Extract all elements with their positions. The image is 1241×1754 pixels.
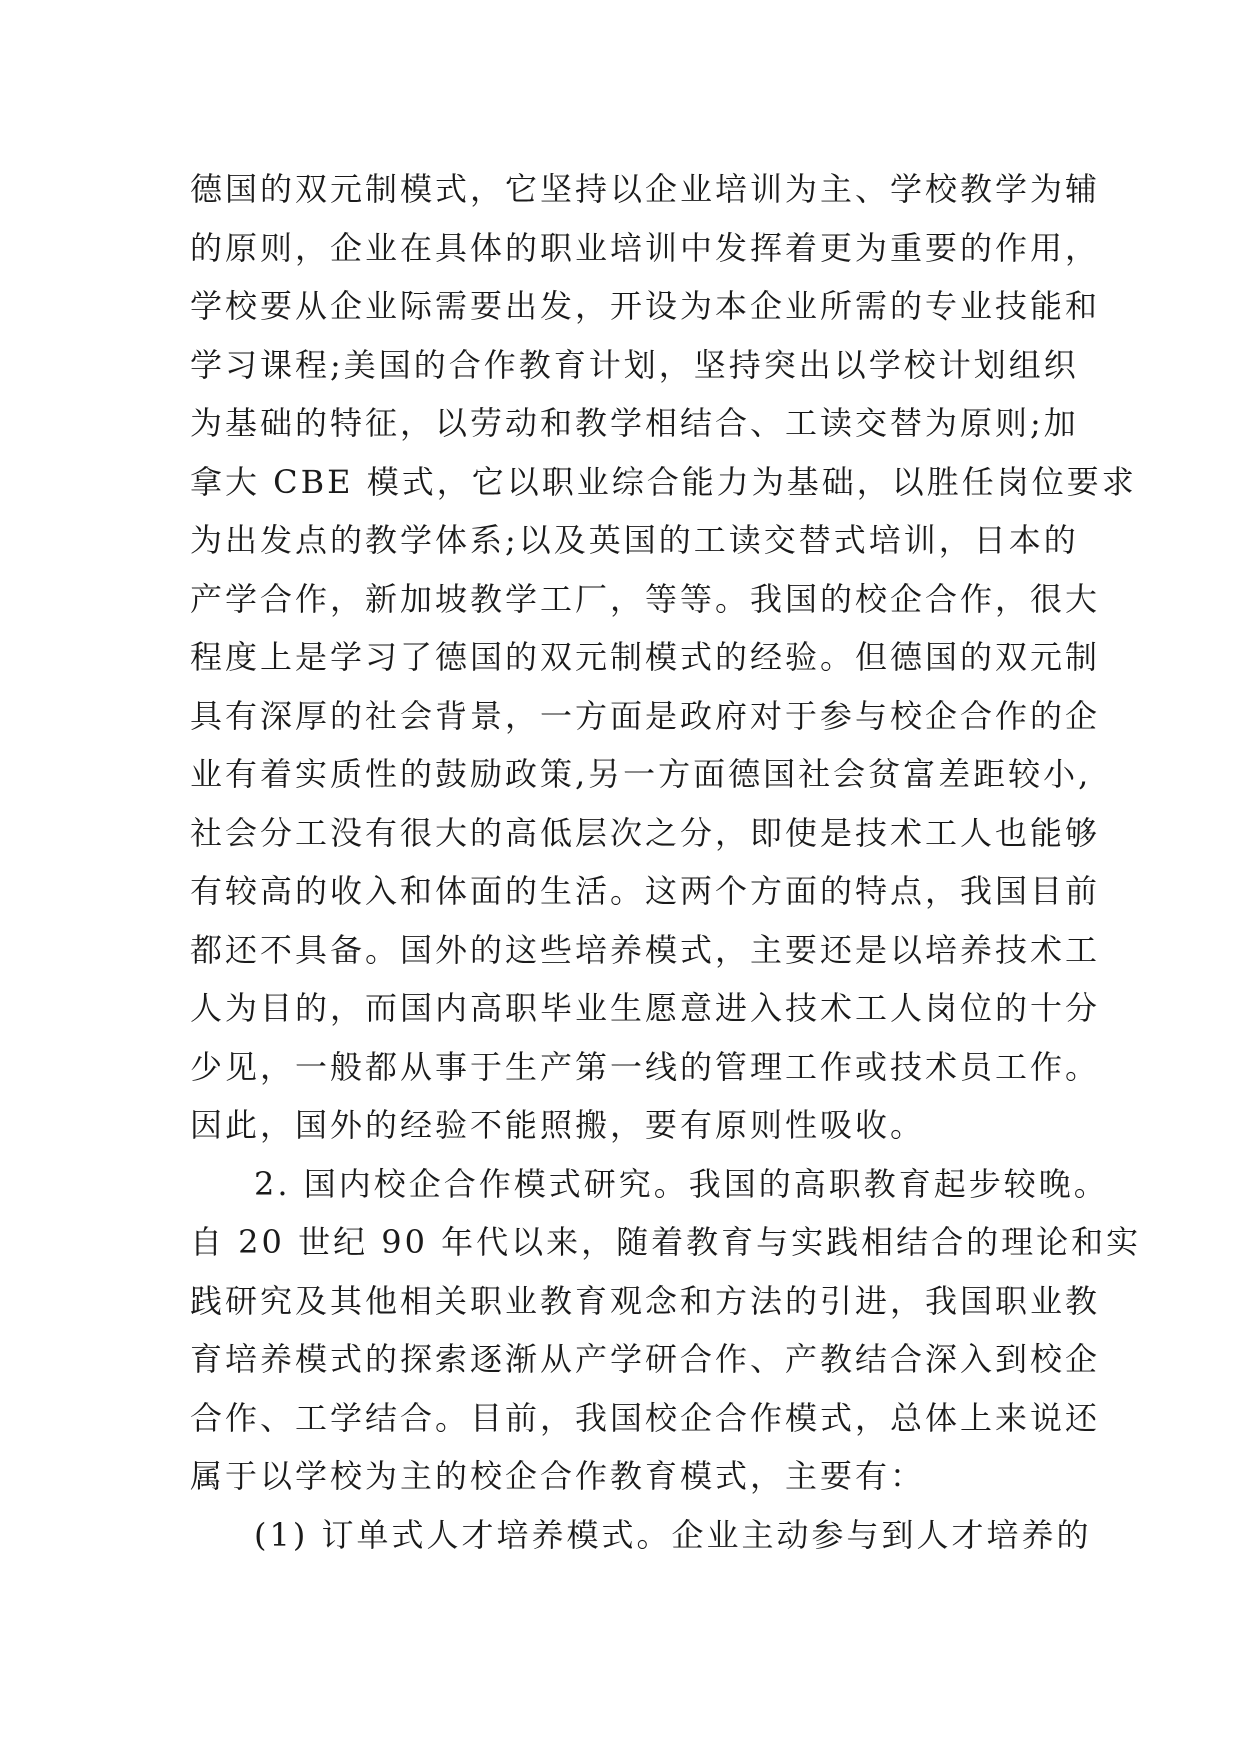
text-line: 产学合作，新加坡教学工厂，等等。我国的校企合作，很大: [190, 579, 1101, 618]
text-line: 程度上是学习了德国的双元制模式的经验。但德国的双元制: [190, 638, 1101, 676]
text-line: 学校要从企业际需要出发，开设为本企业所需的专业技能和: [190, 287, 1101, 325]
text-line: 为基础的特征，以劳动和教学相结合、工读交替为原则;加: [190, 404, 1079, 442]
text-line: 践研究及其他相关职业教育观念和方法的引进，我国职业教: [190, 1281, 1101, 1320]
body-text: [190, 160, 1142, 1564]
text-line: 学习课程;美国的合作教育计划，坚持突出以学校计划组织: [190, 345, 1079, 384]
text-line: 都还不具备。国外的这些培养模式，主要还是以培养技术工: [190, 930, 1101, 969]
text-line: 社会分工没有很大的高低层次之分，即使是技术工人也能够: [190, 813, 1101, 852]
text-line: 业有着实质性的鼓励政策,另一方面德国社会贫富差距较小,: [190, 755, 1092, 793]
list-item-line: (1) 订单式人才培养模式。企业主动参与到人才培养的: [254, 1515, 1092, 1554]
text-line: 具有深厚的社会背景，一方面是政府对于参与校企合作的企: [190, 696, 1101, 735]
text-line: 合作、工学结合。目前，我国校企合作模式，总体上来说还: [190, 1398, 1101, 1437]
text-line: 自 20 世纪 90 年代以来，随着教育与实践相结合的理论和实: [190, 1223, 1142, 1261]
section-heading-line: 2. 国内校企合作模式研究。我国的高职教育起步较晚。: [254, 1164, 1109, 1203]
text-line: 少见，一般都从事于生产第一线的管理工作或技术员工作。: [190, 1047, 1101, 1086]
text-line: 为出发点的教学体系;以及英国的工读交替式培训，日本的: [190, 521, 1079, 559]
text-line: 育培养模式的探索逐渐从产学研合作、产教结合深入到校企: [190, 1340, 1101, 1378]
text-line: 的原则，企业在具体的职业培训中发挥着更为重要的作用，: [190, 228, 1101, 267]
text-line: 人为目的，而国内高职毕业生愿意进入技术工人岗位的十分: [190, 989, 1101, 1027]
text-line: 属于以学校为主的校企合作教育模式，主要有：: [190, 1457, 926, 1495]
text-line: 因此，国外的经验不能照搬，要有原则性吸收。: [190, 1106, 926, 1144]
text-line: 德国的双元制模式，它坚持以企业培训为主、学校教学为辅: [190, 170, 1101, 208]
text-line: 有较高的收入和体面的生活。这两个方面的特点，我国目前: [190, 872, 1101, 910]
text-line: 拿大 CBE 模式，它以职业综合能力为基础，以胜任岗位要求: [190, 462, 1137, 501]
